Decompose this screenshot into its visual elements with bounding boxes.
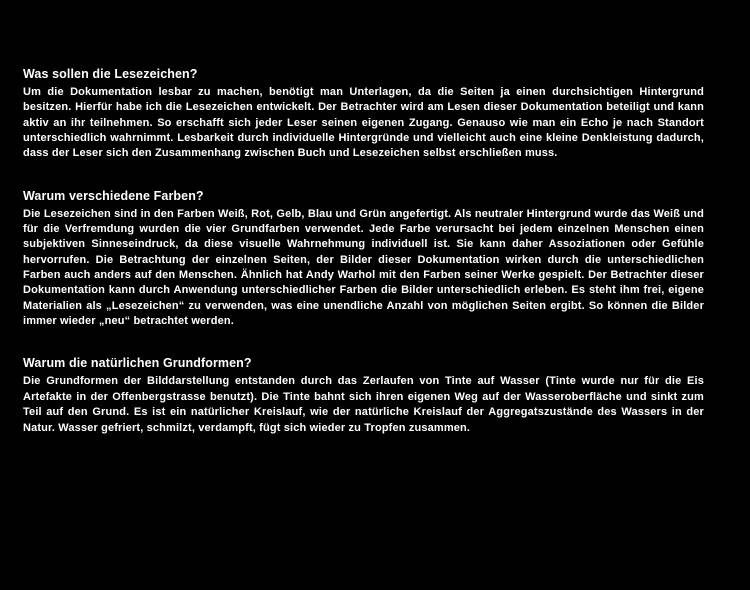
section-lesezeichen <box>23 66 704 162</box>
section-paragraph: Um die Dokumentation lesbar zu machen, benötigt man Unterlagen, da die Seiten ja einen durchsichtigen Hintergrund besitzen. Hierfür habe ich die Lesezeichen entwickelt. Der Betrachter wird am Lesen dieser Dokumentation beteiligt und kann aktiv an ihr teilnehmen. So erschafft sich jeder Leser seinen eigenen Zugang. Genauso wie man ein Echo je nach Standort unterschiedlich wahrnimmt. Lesbarkeit durch individuelle Hintergründe und vielleicht auch eine kleine Denkleistung dadurch, dass der Leser sich den Zusammenhang zwischen Buch und Lesezeichen selbst erschließen muss. <box>23 86 704 160</box>
section-heading: Warum verschiedene Farben? <box>23 188 204 203</box>
section-paragraph: Die Lesezeichen sind in den Farben Weiß, Rot, Gelb, Blau und Grün angefertigt. Als neutraler Hintergrund wurde das Weiß und für die Verfremdung wurden die vier Grundfarben verwendet. Jede Farbe verursacht bei jedem einzelnen Menschen einen subjektiven Sinneseindruck, da diese visuelle Wahrnehmung individuell ist. Sie kann daher Assoziationen oder Gefühle hervorrufen. Die Betrachtung der einzelnen Seiten, der Bilder dieser Dokumentation wirken durch die unterschiedlichen Farben auch anders auf den Menschen. Ähnlich hat Andy Warhol mit den Farben seiner Werke gespielt. Der Betrachter dieser Dokumentation kann durch Anwendung unterschiedlicher Farben die Bilder unterschiedlich erleben. Es steht ihm frei, eigene Materialien als „Lesezeichen“ zu verwenden, was eine unendliche Anzahl von möglichen Seiten ergibt. So können die Bilder immer wieder „neu“ betrachtet werden. <box>23 207 704 328</box>
section-heading: Was sollen die Lesezeichen? <box>23 67 198 81</box>
section-farben <box>23 188 704 330</box>
section-heading: Warum die natürlichen Grundformen? <box>23 356 252 371</box>
section-grundformen <box>23 355 704 435</box>
section-paragraph: Die Grundformen der Bilddarstellung entstanden durch das Zerlaufen von Tinte auf Wasser (Tinte wurde nur für die Eis Artefakte in der Offenbergstrasse benutzt). Die Tinte bahnt sich ihren eigenen Weg auf der Wasseroberfläche und sinkt zum Teil auf den Grund. Es ist ein natürlicher Kreislauf, wie der natürliche Kreislauf der Aggregatszustände des Wassers in der Natur. Wasser gefriert, schmilzt, verdampft, fügt sich wieder zu Tropfen zusammen. <box>23 375 704 434</box>
document-page <box>23 66 704 436</box>
